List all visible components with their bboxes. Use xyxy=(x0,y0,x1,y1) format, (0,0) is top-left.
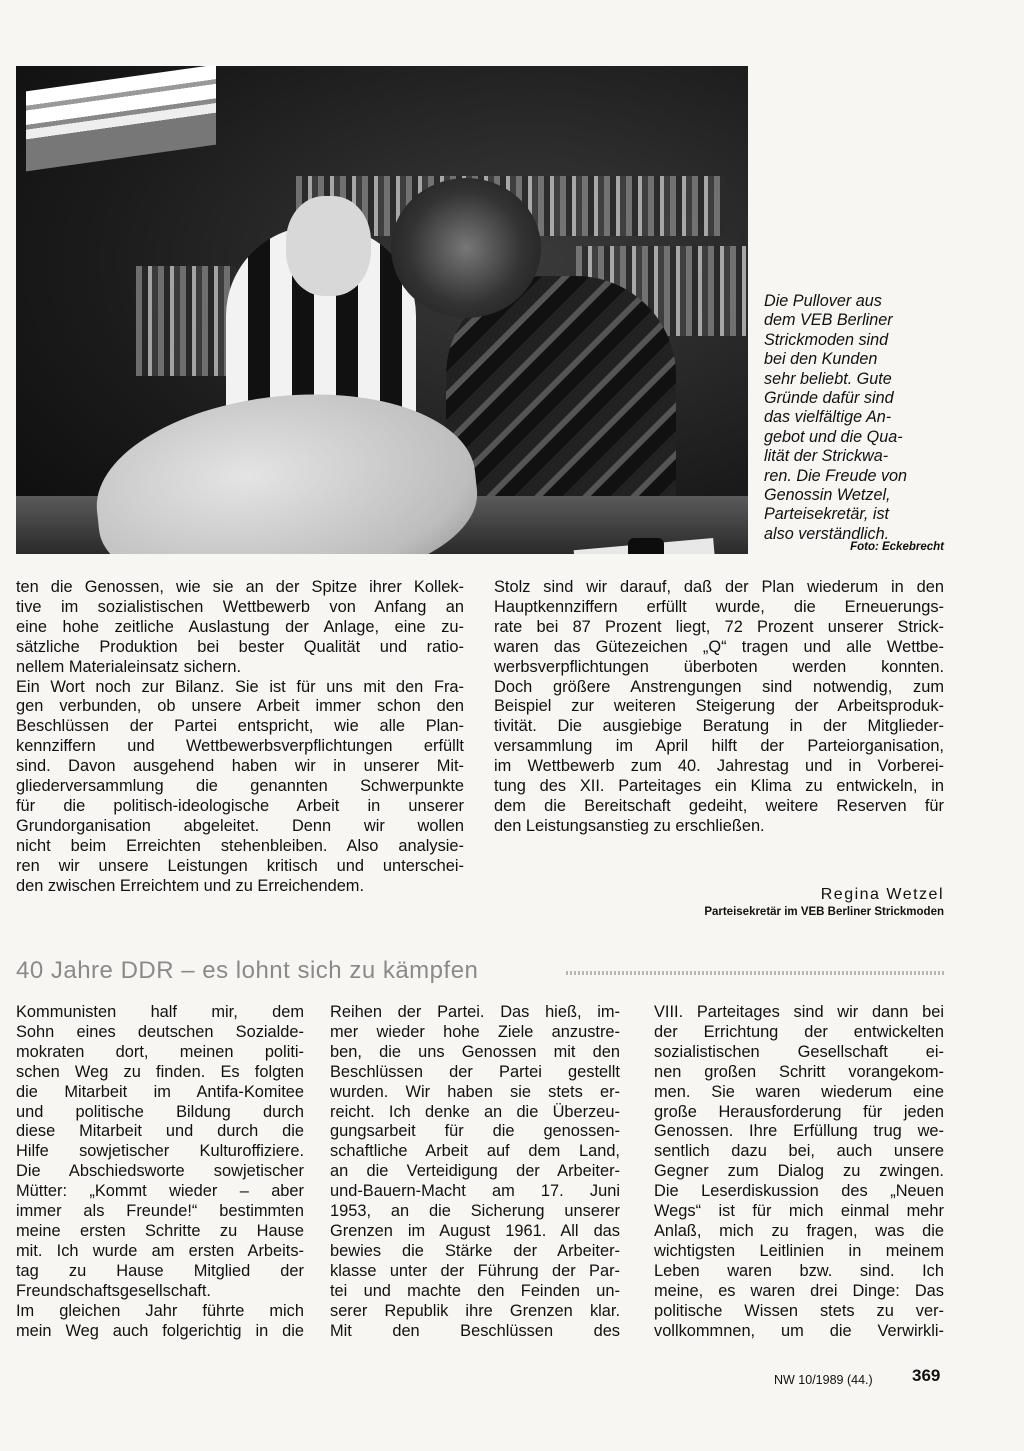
text-line: Grenzen im August 1961. All das xyxy=(330,1221,620,1240)
text-line: an die Verteidigung der Arbeiter- xyxy=(330,1162,620,1181)
text-line: im Wettbewerb zum 40. Jahrestag und in Vorberei- xyxy=(494,757,944,776)
caption-line: Gründe dafür sind xyxy=(764,389,894,408)
text-line: Mütter: „Kommt wieder – aber xyxy=(16,1182,304,1201)
text-line: tive im sozialistischen Wettbewerb von Anfang an xyxy=(16,597,464,616)
text-line: nicht beim Erreichten stehenbleiben. Also analysie- xyxy=(16,836,464,855)
text-line: gen verbunden, ob unsere Arbeit immer schon den xyxy=(16,697,464,716)
text-line: mer wieder hohe Ziele anzustre- xyxy=(330,1022,620,1041)
text-line: versammlung im April hilft der Parteiorganisation, xyxy=(494,737,944,756)
text-line: mit. Ich wurde am ersten Arbeits- xyxy=(16,1241,304,1260)
text-line: Gegner zum Dialog zu zwingen. xyxy=(654,1162,944,1181)
page-number: 369 xyxy=(912,1366,941,1385)
author-role: Parteisekretär im VEB Berliner Strickmoden xyxy=(704,906,944,918)
text-line: Ein Wort noch zur Bilanz. Sie ist für uns mit den Fra- xyxy=(16,677,464,696)
text-line: nellem Materialeinsatz sichern. xyxy=(16,657,242,676)
pullover-garment xyxy=(87,377,485,554)
text-line: rate bei 87 Prozent liegt, 72 Prozent unserer Strick- xyxy=(494,617,944,636)
text-line: den Leistungsanstieg zu erschließen. xyxy=(494,816,765,835)
text-line: Mit den Beschlüssen des xyxy=(330,1321,620,1340)
article-photo xyxy=(16,66,748,554)
jar xyxy=(628,538,664,554)
text-line: meine, es waren drei Dinge: Das xyxy=(654,1281,944,1300)
text-line: den zwischen Erreichtem und zu Erreichendem. xyxy=(16,876,365,895)
photo-caption xyxy=(764,292,954,544)
text-line: wurden. Wir haben sie stets er- xyxy=(330,1082,620,1101)
text-line: große Herausforderung für jeden xyxy=(654,1102,944,1121)
text-line: Die Leserdiskussion des „Neuen xyxy=(654,1182,944,1201)
text-line: gungsarbeit für die genossen- xyxy=(330,1122,620,1141)
text-line: sentlich dazu bei, auch unsere xyxy=(654,1142,944,1161)
text-line: gliederversammlung die genannten Schwerpunkte xyxy=(16,777,464,796)
text-line: schaftliche Arbeit auf dem Land, xyxy=(330,1142,620,1161)
text-line: der Errichtung der entwickelten xyxy=(654,1022,944,1041)
text-line: waren das Gütezeichen „Q“ tragen und alle Wettbe- xyxy=(494,637,944,656)
text-line: Beschlüssen der Partei gestellt xyxy=(330,1062,620,1081)
text-line: ren wir unsere Leistungen kritisch und unterschei- xyxy=(16,856,464,875)
text-line: ten die Genossen, wie sie an der Spitze ihrer Kollek- xyxy=(16,578,464,596)
text-line: serer Republik ihre Grenzen klar. xyxy=(330,1301,620,1320)
author-name: Regina Wetzel xyxy=(820,886,944,903)
text-line: mokraten dort, meinen politi- xyxy=(16,1042,304,1061)
text-line: Beispiel zur weiteren Steigerung der Arbeitsproduk- xyxy=(494,697,944,716)
caption-line: gebot und die Qua- xyxy=(764,427,903,446)
text-line: sätzliche Produktion bei bester Qualität und ratio- xyxy=(16,637,464,656)
text-line: immer als Freunde!“ bestimmten xyxy=(16,1202,304,1221)
text-line: VIII. Parteitages sind wir dann bei xyxy=(654,1003,944,1021)
caption-line: also verständlich. xyxy=(764,524,890,543)
text-line: Kommunisten half mir, dem xyxy=(16,1003,304,1021)
text-line: Anlaß, mich zu fragen, was die xyxy=(654,1221,944,1240)
text-line: sind. Davon ausgehend haben wir in unserer Mit- xyxy=(16,757,464,776)
woman-curly-hair xyxy=(391,178,541,318)
article-bottom-column-3 xyxy=(654,1003,944,1341)
text-line: ben, die uns Genossen mit den xyxy=(330,1042,620,1061)
text-line: Hauptkennziffern erfüllt wurde, die Erneuerungs- xyxy=(494,597,944,616)
caption-line: dem VEB Berliner xyxy=(764,311,893,330)
shelf-knitwear xyxy=(136,266,236,376)
article-top-right-column xyxy=(494,578,944,837)
text-line: Grundorganisation abgeleitet. Denn wir wollen xyxy=(16,816,464,835)
text-line: und-Bauern-Macht am 17. Juni xyxy=(330,1182,620,1201)
text-line: tei und machte den Feinden un- xyxy=(330,1281,620,1300)
woman-head xyxy=(286,196,371,296)
text-line: Genossen. Ihre Erfüllung trug we- xyxy=(654,1122,944,1141)
article-top-left-column xyxy=(16,578,464,897)
article-bottom-column-2 xyxy=(330,1003,620,1341)
text-line: politische Wissen stets zu ver- xyxy=(654,1301,944,1320)
text-line: diese Mitarbeit und durch die xyxy=(16,1122,304,1141)
text-line: vollkommnen, um die Verwirkli- xyxy=(654,1321,944,1340)
caption-line: bei den Kunden xyxy=(764,350,878,369)
text-line: Doch größere Anstrengungen sind notwendig, zum xyxy=(494,677,944,696)
text-line: nen großen Schritt vorangekom- xyxy=(654,1062,944,1081)
text-line: reicht. Ich denke an die Überzeu- xyxy=(330,1102,620,1121)
section-heading: 40 Jahre DDR – es lohnt sich zu kämpfen xyxy=(16,957,479,984)
caption-line: ren. Die Freude von xyxy=(764,466,908,485)
text-line: für die politisch-ideologische Arbeit in unserer xyxy=(16,796,464,815)
text-line: sozialistischen Gesellschaft ei- xyxy=(654,1042,944,1061)
text-line: Beschlüssen der Partei entspricht, wie alle Plan- xyxy=(16,717,464,736)
text-line: tung des XII. Parteitages ein Klima zu entwickeln, in xyxy=(494,777,944,796)
photo-credit: Foto: Eckebrecht xyxy=(850,541,944,553)
text-line: eine hohe zeitliche Auslastung der Anlage, eine zu- xyxy=(16,617,464,636)
text-line: dem die Bereitschaft gedeiht, weitere Reserven für xyxy=(494,796,944,815)
text-line: Leben waren bzw. sind. Ich xyxy=(654,1261,944,1280)
caption-line: Die Pullover aus xyxy=(764,292,882,310)
text-line: kennziffern und Wettbewerbsverpflichtungen erfüllt xyxy=(16,737,464,756)
journal-issue: NW 10/1989 (44.) xyxy=(774,1373,873,1387)
text-line: 1953, an die Sicherung unserer xyxy=(330,1202,620,1221)
caption-line: das vielfältige An- xyxy=(764,408,892,427)
text-line: werbsverpflichtungen überboten werden konnten. xyxy=(494,657,944,676)
ceiling-lamp xyxy=(26,66,216,171)
text-line: tag zu Hause Mitglied der xyxy=(16,1261,304,1280)
text-line: Hilfe sowjetischer Kulturoffiziere. xyxy=(16,1142,304,1161)
caption-line: sehr beliebt. Gute xyxy=(764,369,892,388)
text-line: mein Weg auch folgerichtig in die xyxy=(16,1321,304,1340)
text-line: wichtigsten Leitlinien in meinem xyxy=(654,1241,944,1260)
text-line: Im gleichen Jahr führte mich xyxy=(16,1301,304,1320)
caption-line: Genossin Wetzel, xyxy=(764,486,891,505)
heading-rule xyxy=(566,971,946,975)
caption-line: Parteisekretär, ist xyxy=(764,505,890,524)
text-line: tivität. Die ausgiebige Beratung in der Mitglieder- xyxy=(494,717,944,736)
text-line: Wegs“ ist für mich einmal mehr xyxy=(654,1202,944,1221)
caption-line: Strickmoden sind xyxy=(764,330,889,349)
text-line: klasse unter der Führung der Par- xyxy=(330,1261,620,1280)
text-line: schen Weg zu finden. Es folgten xyxy=(16,1062,304,1081)
article-bottom-column-1 xyxy=(16,1003,304,1341)
text-line: Reihen der Partei. Das hieß, im- xyxy=(330,1003,620,1021)
text-line: die Mitarbeit im Antifa-Komitee xyxy=(16,1082,304,1101)
text-line: men. Sie waren wiederum eine xyxy=(654,1082,944,1101)
caption-line: lität der Strickwa- xyxy=(764,447,889,466)
text-line: und politische Bildung durch xyxy=(16,1102,304,1121)
text-line: Die Abschiedsworte sowjetischer xyxy=(16,1162,304,1181)
text-line: bewies die Stärke der Arbeiter- xyxy=(330,1241,620,1260)
text-line: meine ersten Schritte zu Hause xyxy=(16,1221,304,1240)
text-line: Stolz sind wir darauf, daß der Plan wiederum in den xyxy=(494,578,944,596)
text-line: Sohn eines deutschen Sozialde- xyxy=(16,1022,304,1041)
text-line: Freundschaftsgesellschaft. xyxy=(16,1281,211,1300)
